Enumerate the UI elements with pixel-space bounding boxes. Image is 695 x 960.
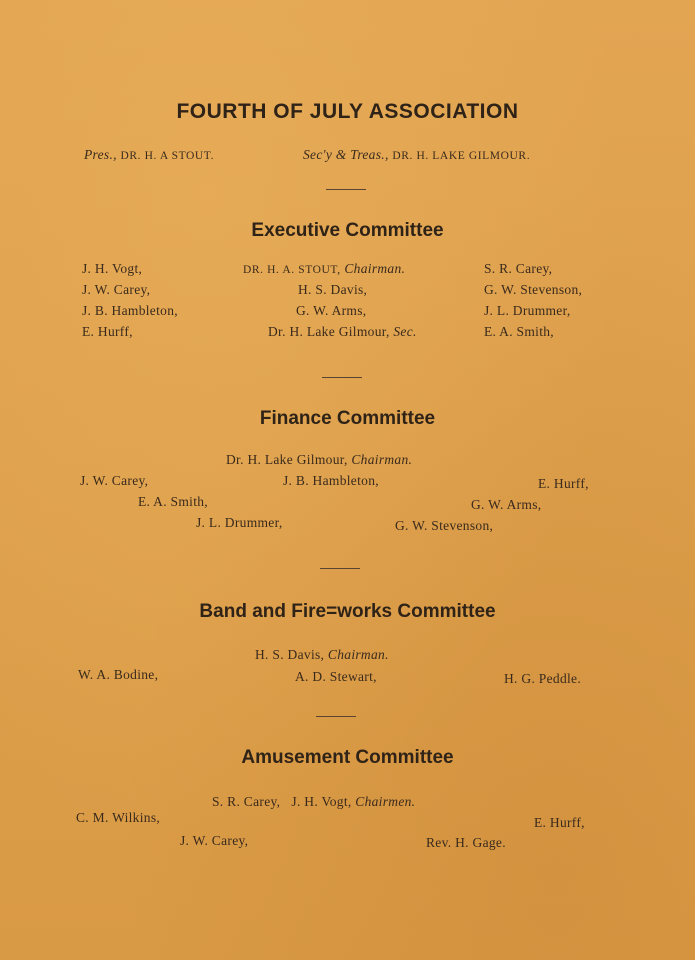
band-member: H. G. Peddle. (504, 671, 582, 686)
band-heading: Band and Fire=works Committee (199, 601, 496, 622)
executive-member: E. A. Smith, (484, 324, 554, 339)
secretary-name: DR. H. LAKE GILMOUR. (392, 150, 531, 162)
executive-member: J. H. Vogt, (82, 261, 143, 276)
divider (322, 377, 362, 378)
amusement-member: Rev. H. Gage. (426, 835, 506, 850)
finance-chairman (226, 452, 412, 468)
amusement-chairman-name: S. R. Carey, (212, 794, 281, 809)
page-title: FOURTH OF JULY ASSOCIATION (176, 100, 519, 123)
executive-member: J. L. Drummer, (484, 303, 571, 318)
finance-member: E. A. Smith, (138, 494, 208, 509)
executive-heading: Executive Committee (251, 220, 444, 241)
finance-member: J. L. Drummer, (196, 515, 283, 530)
finance-chairman-name: Dr. H. Lake Gilmour, (226, 452, 348, 467)
executive-chairman-role: Chairman. (344, 261, 406, 276)
executive-member: J. W. Carey, (82, 282, 151, 297)
secretary-line (303, 147, 530, 163)
finance-member: J. W. Carey, (80, 473, 149, 488)
president-role: Pres., (84, 147, 117, 162)
president-line (84, 147, 214, 163)
amusement-member: C. M. Wilkins, (76, 810, 161, 825)
band-chairman-role: Chairman. (327, 647, 389, 662)
divider (320, 568, 360, 569)
band-chairman (255, 647, 389, 663)
band-member: A. D. Stewart, (295, 669, 377, 684)
amusement-chairmen-role: Chairmen. (355, 794, 416, 809)
divider (316, 716, 356, 717)
executive-member: G. W. Stevenson, (484, 282, 583, 297)
band-chairman-name: H. S. Davis, (255, 647, 325, 662)
executive-member: S. R. Carey, (484, 261, 553, 276)
band-member: W. A. Bodine, (78, 667, 159, 682)
finance-member: G. W. Arms, (471, 497, 542, 512)
president-name: DR. H. A STOUT. (120, 150, 215, 162)
secretary-role: Sec'y & Treas., (303, 147, 389, 162)
executive-member: H. S. Davis, (298, 282, 368, 297)
finance-member: E. Hurff, (538, 476, 589, 491)
executive-chairman (243, 261, 405, 277)
amusement-chairman-name: J. H. Vogt, (291, 794, 352, 809)
executive-member: G. W. Arms, (296, 303, 367, 318)
amusement-member: E. Hurff, (534, 815, 585, 830)
executive-member: E. Hurff, (82, 324, 133, 339)
divider (326, 189, 366, 190)
executive-secretary-role: Sec. (393, 324, 417, 339)
executive-chairman-name: DR. H. A. STOUT, (243, 264, 341, 276)
executive-secretary (268, 324, 417, 340)
finance-member: J. B. Hambleton, (283, 473, 379, 488)
amusement-heading: Amusement Committee (241, 747, 454, 768)
amusement-member: J. W. Carey, (180, 833, 249, 848)
finance-chairman-role: Chairman. (351, 452, 413, 467)
executive-secretary-name: Dr. H. Lake Gilmour, (268, 324, 390, 339)
finance-heading: Finance Committee (259, 408, 436, 429)
executive-member: J. B. Hambleton, (82, 303, 178, 318)
finance-member: G. W. Stevenson, (395, 518, 494, 533)
amusement-chairmen (212, 794, 415, 810)
